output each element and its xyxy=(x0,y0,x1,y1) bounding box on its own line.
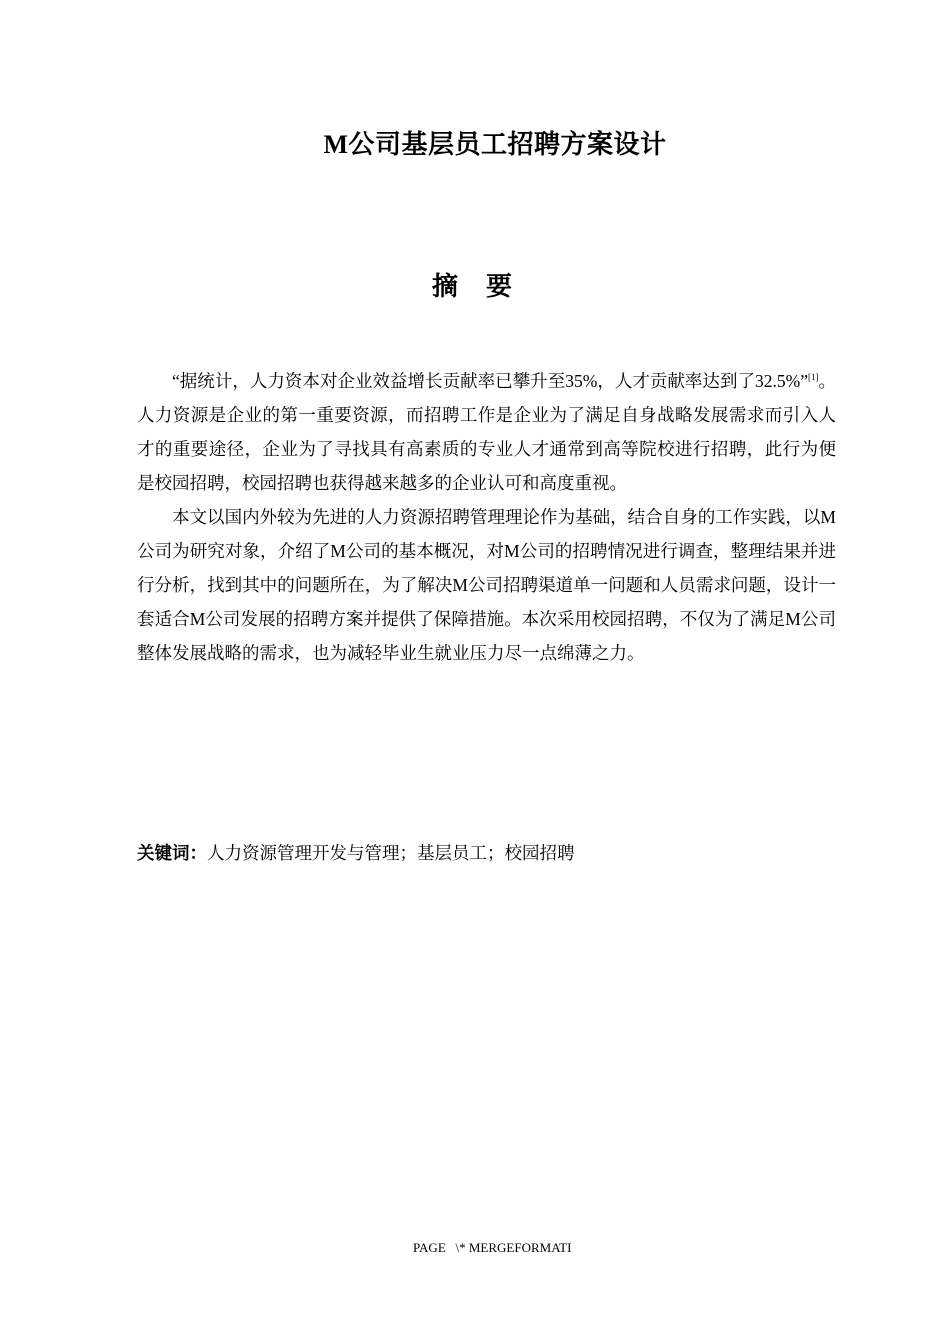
keywords-line xyxy=(137,836,836,870)
abstract-body xyxy=(137,364,836,670)
page-footer: PAGE \* MERGEFORMATI xyxy=(413,1240,572,1255)
abstract-paragraph-2: 本文以国内外较为先进的人力资源招聘管理理论作为基础，结合自身的工作实践，以M公司为研究对象，介绍了M公司的基本概况，对M公司的招聘情况进行调查，整理结果并进行分析，找到其中的问题所在，为了解决M公司招聘渠道单一问题和人员需求问题，设计一套适合M公司发展的招聘方案并提供了保障措施。本次采用校园招聘，不仅为了满足M公司整体发展战略的需求，也为减轻毕业生就业压力尽一点绵薄之力。 xyxy=(137,507,836,663)
abstract-heading: 摘要 xyxy=(431,272,540,301)
abstract-paragraph-1 xyxy=(137,364,836,500)
page-title: M公司基层员工招聘方案设计 xyxy=(323,130,667,159)
citation-marker: [1] xyxy=(807,372,819,383)
keywords-text: 人力资源管理开发与管理；基层员工；校园招聘 xyxy=(207,843,575,863)
keywords-label: 关键词： xyxy=(137,843,207,863)
paragraph-1-text: “据统计，人力资本对企业效益增长贡献率已攀升至35%，人才贡献率达到了32.5%” xyxy=(172,371,808,391)
paragraph-1-continued: 。人力资源是企业的第一重要资源，而招聘工作是企业为了满足自身战略发展需求而引入人才的重要途径，企业为了寻找具有高素质的专业人才通常到高等院校进行招聘，此行为便是校园招聘，校园招聘也获得越来越多的企业认可和高度重视。 xyxy=(137,371,836,493)
